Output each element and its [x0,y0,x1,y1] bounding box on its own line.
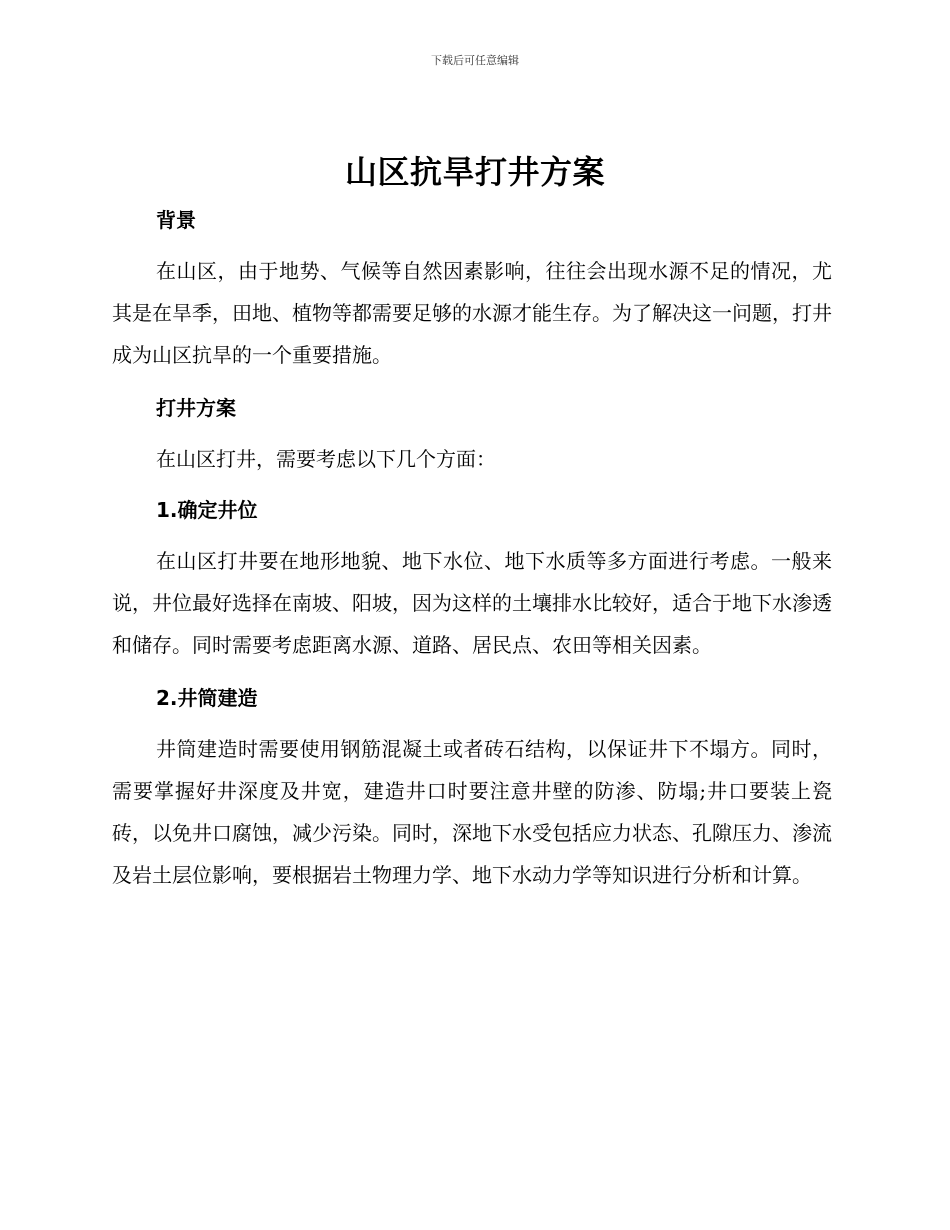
paragraph-well-plan-intro: 在山区打井，需要考虑以下几个方面： [156,447,496,471]
paragraph-well-shaft: 井筒建造时需要使用钢筋混凝土或者砖石结构，以保证井下不塌方。同时，需要掌握好井深度及井宽，建造井口时要注意井壁的防渗、防塌;井口要装上瓷砖，以免井口腐蚀，减少污染。同时，深地下水受包括应力状态、孔隙压力、渗流及岩土层位影响，要根据岩土物理力学、地下水动力学等知识进行分析和计算。 [112,737,832,887]
section-heading-well-location: 1.确定井位 [156,498,258,522]
paragraph-background: 在山区，由于地势、气候等自然因素影响，往往会出现水源不足的情况，尤其是在旱季，田地、植物等都需要足够的水源才能生存。为了解决这一问题，打井成为山区抗旱的一个重要措施。 [112,259,832,367]
page-header-note: 下载后可任意编辑 [431,54,519,67]
paragraph-well-location: 在山区打井要在地形地貌、地下水位、地下水质等多方面进行考虑。一般来说，井位最好选择在南坡、阳坡，因为这样的土壤排水比较好，适合于地下水渗透和储存。同时需要考虑距离水源、道路、居民点、农田等相关因素。 [112,549,832,657]
section-heading-background: 背景 [156,208,196,232]
section-heading-well-shaft: 2.井筒建造 [156,686,258,710]
section-heading-well-plan: 打井方案 [156,396,236,420]
document-body [112,200,832,896]
document-title: 山区抗旱打井方案 [344,153,605,191]
